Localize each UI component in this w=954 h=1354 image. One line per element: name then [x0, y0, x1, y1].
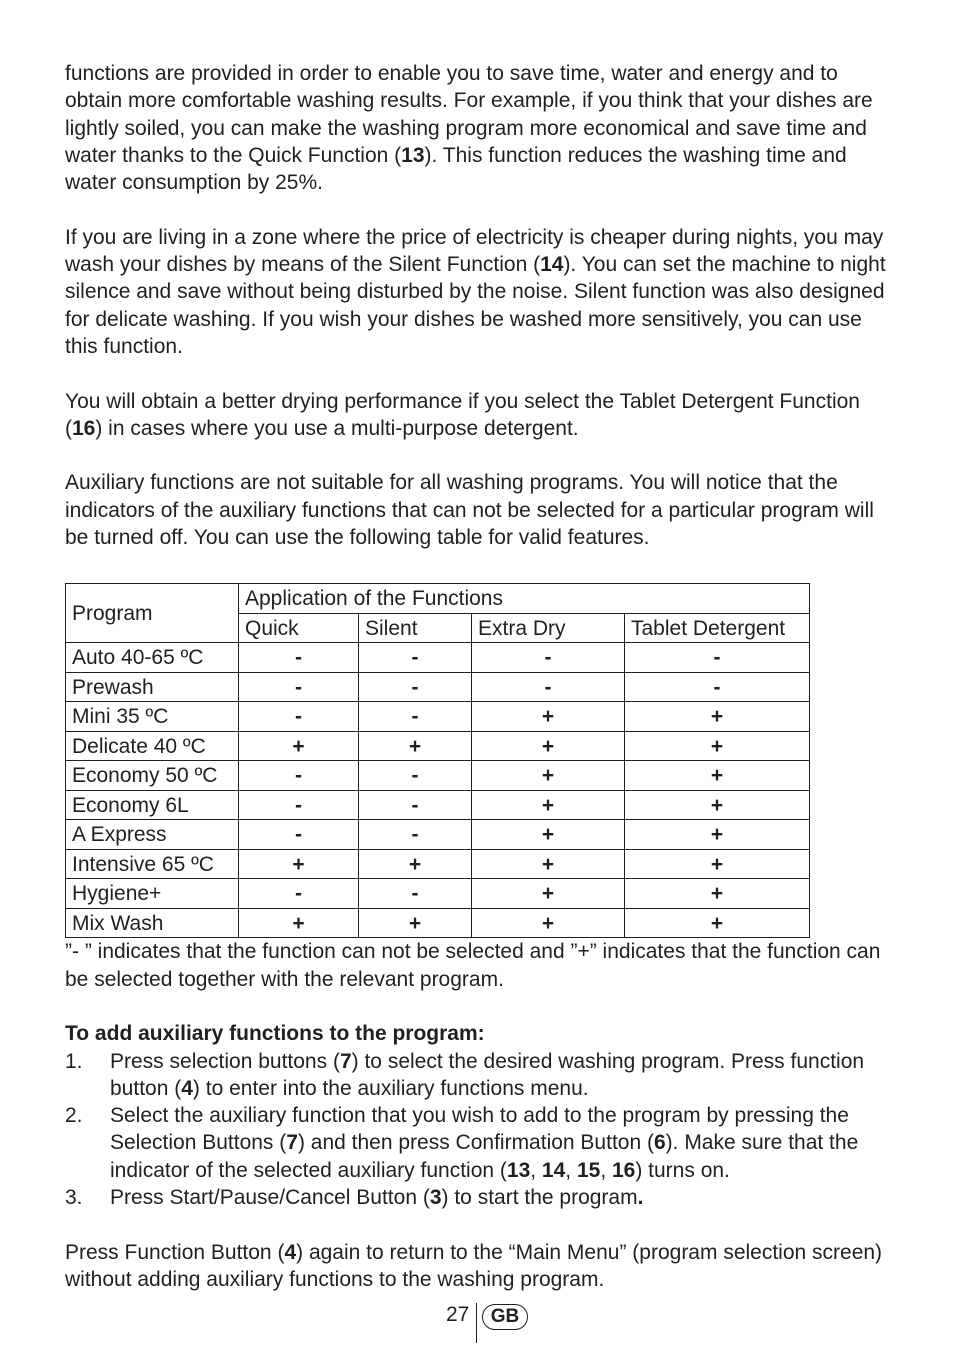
function-availability-cell: - — [239, 879, 359, 909]
paragraph-tablet-function: You will obtain a better drying performance if you select the Tablet Detergent Function (16) in cases where you use a multi-purpose detergent. — [65, 389, 860, 440]
program-cell: Prewash — [66, 672, 239, 702]
table-header-row — [66, 584, 810, 614]
column-header: Silent — [359, 613, 472, 643]
list-item: 1. Press selection buttons (7) to select the desired washing program. Press function button (4) to enter into the auxiliary functions menu. — [65, 1049, 865, 1100]
function-availability-cell: - — [359, 790, 472, 820]
function-availability-cell: - — [359, 643, 472, 673]
table-legend-note: ”- ” indicates that the function can not be selected and ”+” indicates that the function can be selected together with the relevant program. — [65, 940, 881, 991]
function-availability-cell: + — [625, 731, 810, 761]
paragraph-auxiliary-intro: Auxiliary functions are not suitable for all washing programs. You will notice that the indicators of the auxiliary functions that can not be selected for a particular program will be turned off. You can use the following table for valid features. — [65, 471, 874, 550]
function-availability-cell: + — [239, 849, 359, 879]
function-availability-cell: + — [625, 849, 810, 879]
function-availability-cell: + — [472, 849, 625, 879]
function-availability-cell: + — [239, 731, 359, 761]
table-row — [66, 702, 810, 732]
function-availability-cell: - — [625, 643, 810, 673]
program-cell: Intensive 65 ºC — [66, 849, 239, 879]
function-availability-cell: + — [472, 820, 625, 850]
steps-list — [65, 1048, 895, 1212]
program-header: Program — [66, 584, 239, 643]
functions-group-header: Application of the Functions — [239, 584, 810, 614]
table-row — [66, 879, 810, 909]
program-cell: Auto 40-65 ºC — [66, 643, 239, 673]
function-availability-cell: - — [359, 672, 472, 702]
function-availability-cell: + — [359, 731, 472, 761]
page-number: 27 — [446, 1303, 470, 1326]
function-availability-cell: - — [239, 702, 359, 732]
program-cell: Mini 35 ºC — [66, 702, 239, 732]
function-availability-cell: + — [359, 908, 472, 938]
function-availability-cell: + — [625, 761, 810, 791]
list-item: 2. Select the auxiliary function that you wish to add to the program by pressing the Selection Buttons (7) and then press Confirmation Button (6). Make sure that the indicator of the selected auxiliary function (13, 14, 15, 16) turns on. — [65, 1104, 859, 1182]
program-cell: Delicate 40 ºC — [66, 731, 239, 761]
function-availability-cell: + — [359, 849, 472, 879]
steps-heading: To add auxiliary functions to the program: — [65, 1022, 485, 1046]
function-availability-cell: - — [472, 672, 625, 702]
function-availability-cell: + — [625, 702, 810, 732]
table-row — [66, 908, 810, 938]
function-availability-cell: - — [239, 820, 359, 850]
function-availability-cell: - — [472, 643, 625, 673]
table-body — [66, 643, 810, 938]
function-availability-cell: - — [359, 879, 472, 909]
function-availability-cell: - — [239, 761, 359, 791]
paragraph-return-main-menu: Press Function Button (4) again to return to the “Main Menu” (program selection screen) without adding auxiliary functions to the washing program. — [65, 1240, 883, 1291]
table-row — [66, 849, 810, 879]
paragraph-quick-function: functions are provided in order to enable you to save time, water and energy and to obtain more comfortable washing results. For example, if you think that your dishes are lightly soiled, you can make the washing program more economical and save time and water thanks to the Quick Function (13). This function reduces the washing time and water consumption by 25%. — [65, 62, 873, 195]
function-availability-cell: - — [359, 820, 472, 850]
function-availability-cell: + — [625, 820, 810, 850]
function-availability-cell: + — [625, 790, 810, 820]
function-availability-cell: - — [239, 643, 359, 673]
table-row — [66, 790, 810, 820]
function-availability-cell: + — [472, 879, 625, 909]
region-badge: GB — [482, 1304, 528, 1330]
list-item: 3. Press Start/Pause/Cancel Button (3) to start the program. — [65, 1186, 644, 1210]
program-cell: Hygiene+ — [66, 879, 239, 909]
function-availability-cell: - — [625, 672, 810, 702]
column-header: Extra Dry — [472, 613, 625, 643]
function-availability-cell: - — [359, 702, 472, 732]
paragraph-silent-function: If you are living in a zone where the price of electricity is cheaper during nights, you may wash your dishes by means of the Silent Function (14). You can set the machine to night silence and save without being disturbed by the noise. Silent function was also designed for delicate washing. If you wish your dishes be washed more sensitively, you can use this function. — [65, 225, 886, 358]
function-availability-cell: - — [359, 761, 472, 791]
table-row — [66, 643, 810, 673]
function-availability-cell: + — [472, 908, 625, 938]
table-row — [66, 672, 810, 702]
functions-table — [65, 583, 810, 938]
manual-page — [65, 60, 895, 1321]
function-availability-cell: + — [472, 731, 625, 761]
footer-divider — [476, 1303, 477, 1343]
function-availability-cell: - — [239, 790, 359, 820]
function-availability-cell: + — [625, 908, 810, 938]
table-row — [66, 820, 810, 850]
program-cell: A Express — [66, 820, 239, 850]
program-cell: Economy 50 ºC — [66, 761, 239, 791]
table-row — [66, 761, 810, 791]
function-availability-cell: - — [239, 672, 359, 702]
function-availability-cell: + — [472, 702, 625, 732]
program-cell: Mix Wash — [66, 908, 239, 938]
function-availability-cell: + — [625, 879, 810, 909]
column-header: Tablet Detergent — [625, 613, 810, 643]
function-availability-cell: + — [472, 790, 625, 820]
table-row — [66, 731, 810, 761]
function-availability-cell: + — [239, 908, 359, 938]
program-cell: Economy 6L — [66, 790, 239, 820]
function-availability-cell: + — [472, 761, 625, 791]
column-header: Quick — [239, 613, 359, 643]
